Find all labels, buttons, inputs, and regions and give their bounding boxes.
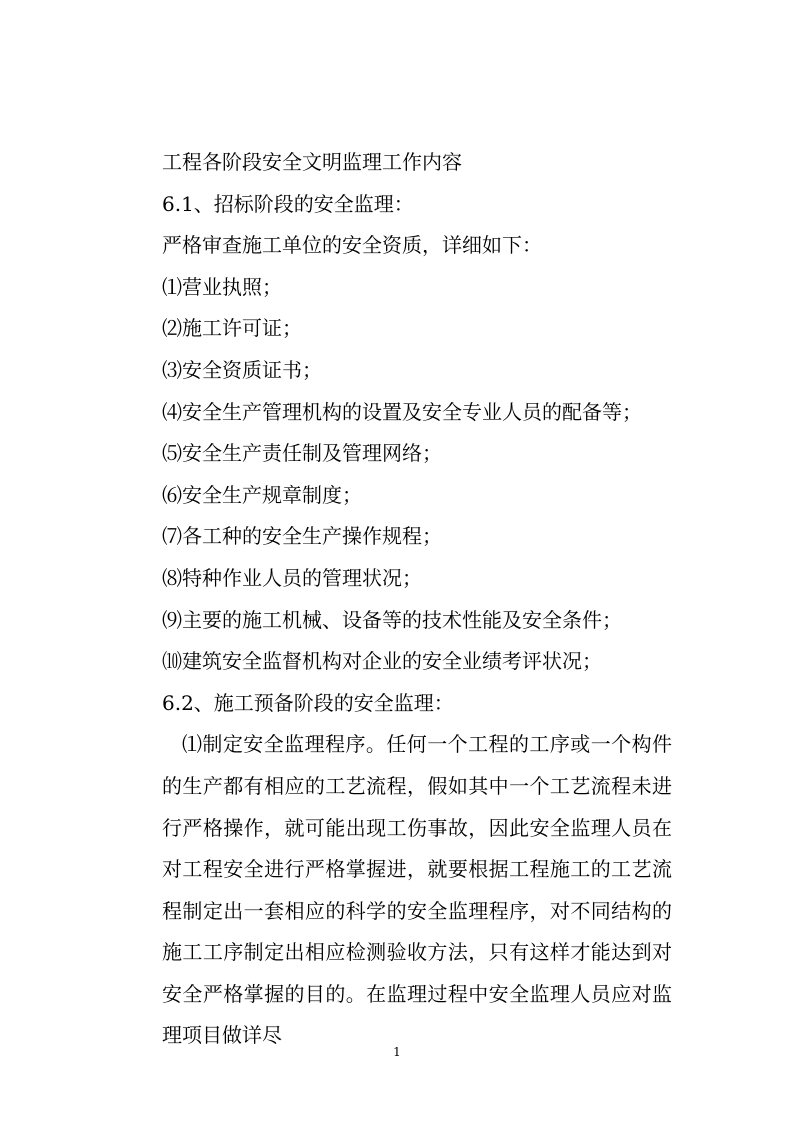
- list-item: ⑷安全生产管理机构的设置及安全专业人员的配备等；: [162, 399, 642, 424]
- list-item: ⑺各工种的安全生产操作规程；: [162, 524, 442, 549]
- list-item: ⑴营业执照；: [162, 274, 282, 299]
- list-item: ⑹安全生产规章制度；: [162, 482, 362, 507]
- section-heading-6-2: 6.2、施工预备阶段的安全监理：: [162, 690, 454, 715]
- list-item: ⑽建筑安全监督机构对企业的安全业绩考评状况；: [162, 649, 602, 674]
- section-title: 工程各阶段安全文明监理工作内容: [162, 150, 462, 174]
- list-item: ⑶安全资质证书；: [162, 357, 322, 382]
- body-paragraph: ⑴制定安全监理程序。任何一个工程的工序或一个构件的生产都有相应的工艺流程，假如其中一个工艺流程未进行严格操作，就可能出现工伤事故，因此安全监理人员在对工程安全进行严格掌握进，就要根据工程施工的工艺流程制定出一套相应的科学的安全监理程序，对不同结构的施工工序制定出相应检测验收方法，只有这样才能达到对安全严格掌握的目的。在监理过程中安全监理人员应对监理项目做详尽: [162, 732, 672, 1048]
- list-item: ⑼主要的施工机械、设备等的技术性能及安全条件；: [162, 607, 622, 632]
- page-number: 1: [393, 1045, 401, 1059]
- section-heading-6-1: 6.1、招标阶段的安全监理：: [162, 191, 414, 216]
- list-item: ⑻特种作业人员的管理状况；: [162, 565, 422, 590]
- body-line: 严格审查施工单位的安全资质，详细如下：: [162, 233, 542, 258]
- list-item: ⑸安全生产责任制及管理网络；: [162, 441, 442, 466]
- document-body: [162, 142, 672, 1057]
- list-item: ⑵施工许可证；: [162, 316, 302, 341]
